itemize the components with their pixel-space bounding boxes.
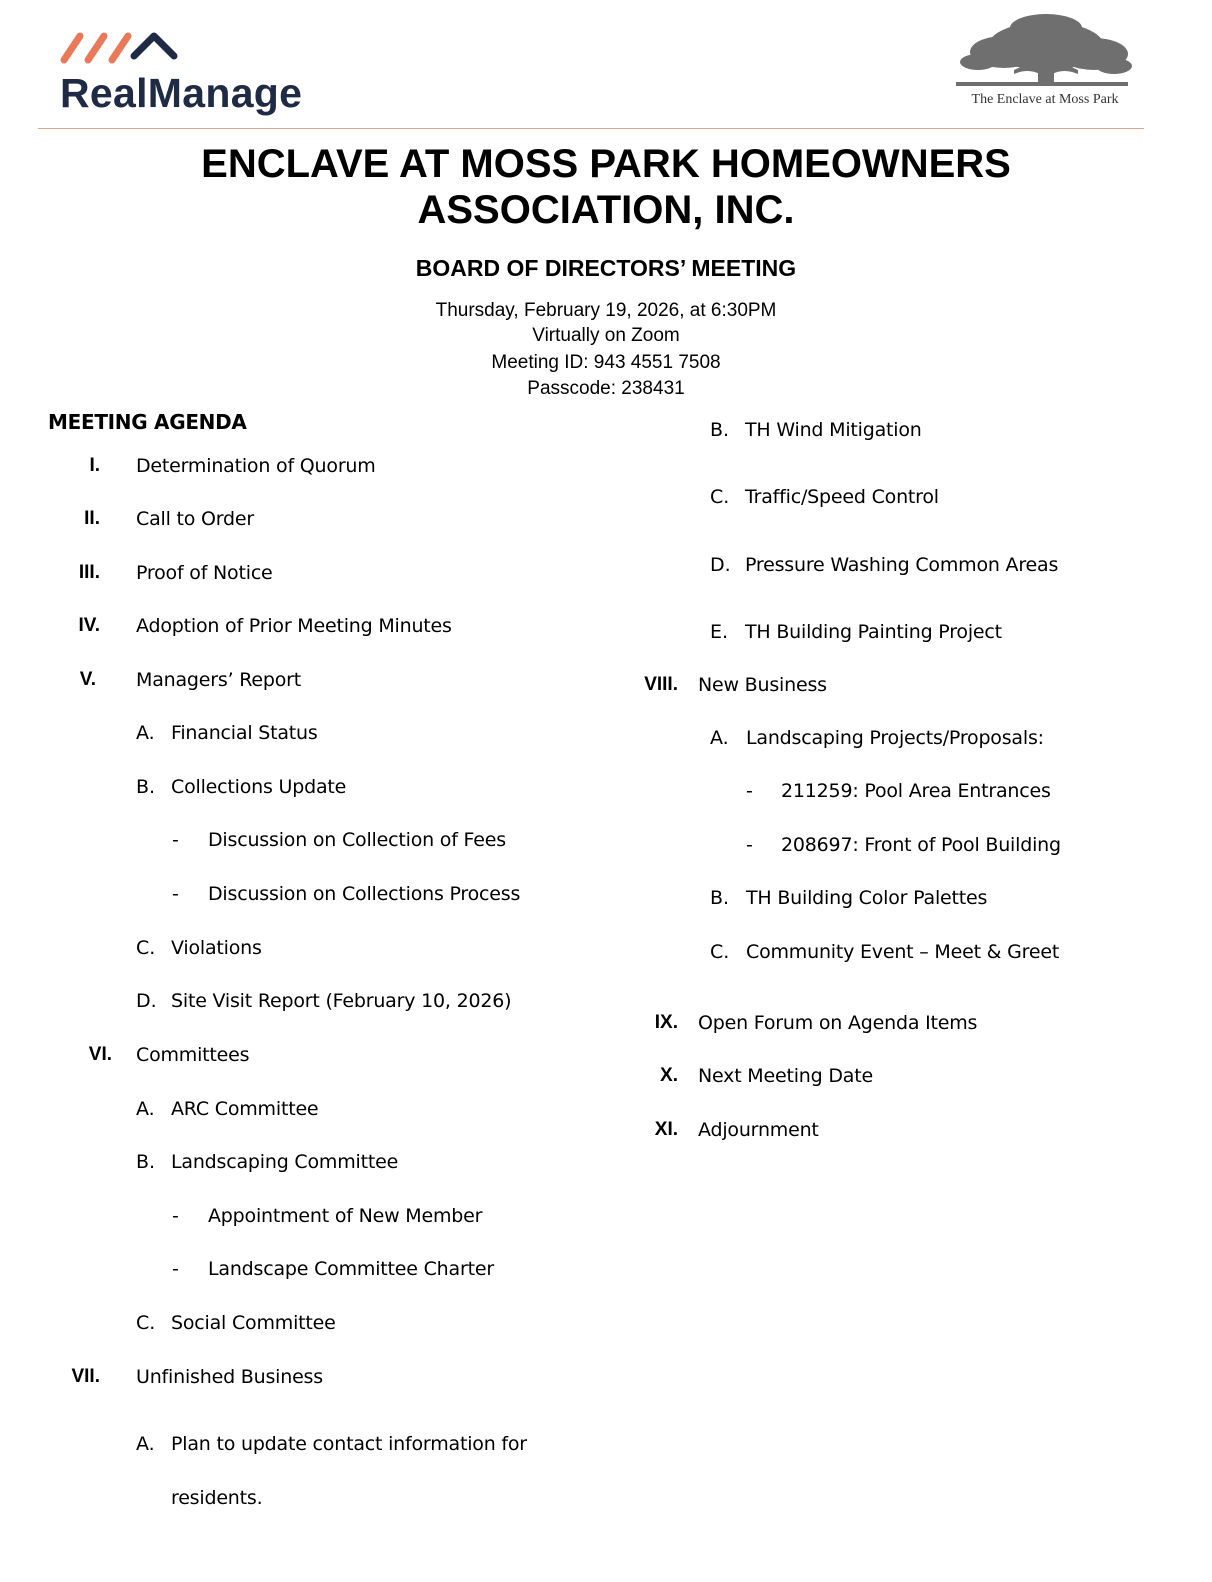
agenda-item-number: IV. [78,615,100,636]
agenda-subitem-letter: B. [710,419,730,441]
agenda-bullet-text: Appointment of New Member [208,1205,483,1227]
agenda-subitem-letter: B. [136,1151,156,1173]
enclave-logo-caption: The Enclave at Moss Park [971,92,1119,107]
agenda-bullet-dash: - [746,780,753,802]
meeting-location: Virtually on Zoom [532,325,680,346]
agenda-subitem-letter: D. [710,554,731,576]
agenda-subitem-letter: A. [136,1433,155,1455]
agenda-subitem-letter: A. [710,727,729,749]
agenda-subitem-letter: C. [136,937,156,959]
realmanage-logo [58,26,358,126]
agenda-bullet-dash: - [172,1205,179,1227]
agenda-item-text: Managers’ Report [136,669,302,691]
agenda-bullet-dash: - [172,829,179,851]
document-title-line-1: ENCLAVE AT MOSS PARK HOMEOWNERS [201,142,1011,186]
meeting-datetime: Thursday, February 19, 2026, at 6:30PM [435,300,777,321]
agenda-bullet-dash: - [746,834,753,856]
agenda-item-text: Determination of Quorum [136,455,376,477]
realmanage-wordmark: RealManage [60,70,303,116]
agenda-item-number: VII. [71,1366,100,1387]
agenda-subitem-text: TH Wind Mitigation [745,419,922,441]
agenda-subitem-letter: C. [136,1312,156,1334]
agenda-item-text: Proof of Notice [136,562,273,584]
agenda-bullet-dash: - [172,1258,179,1280]
agenda-item-text: Adjournment [698,1119,819,1141]
agenda-subitem-letter: D. [136,990,157,1012]
agenda-item-text: Adoption of Prior Meeting Minutes [136,615,452,637]
agenda-item-text: Next Meeting Date [698,1065,873,1087]
agenda-bullet-text: 211259: Pool Area Entrances [781,780,1051,802]
agenda-subitem-text: Collections Update [171,776,347,798]
agenda-subitem-text: Traffic/Speed Control [745,486,939,508]
agenda-subitem-letter: A. [136,1098,155,1120]
agenda-item-text: Call to Order [136,508,255,530]
agenda-item-text: Committees [136,1044,250,1066]
agenda-subitem-text: Community Event – Meet & Greet [746,941,1060,963]
meeting-id: Meeting ID: 943 4551 7508 [491,352,721,373]
agenda-bullet-text: Discussion on Collections Process [208,883,521,905]
agenda-bullet-text: 208697: Front of Pool Building [781,834,1061,856]
roof-slashes-icon [58,26,188,66]
agenda-subitem-text: Violations [171,937,262,959]
agenda-subitem-text: Landscaping Projects/Proposals: [746,727,1044,749]
agenda-item-text: Open Forum on Agenda Items [698,1012,978,1034]
agenda-subitem-letter: C. [710,486,730,508]
agenda-subitem-text: Site Visit Report (February 10, 2026) [171,990,512,1012]
agenda-heading: MEETING AGENDA [48,410,247,434]
agenda-subitem-text: Financial Status [171,722,318,744]
agenda-subitem-text: Social Committee [171,1312,336,1334]
header-divider [38,128,1144,129]
agenda-subitem-text-continued: residents. [171,1487,263,1509]
agenda-subitem-text: ARC Committee [171,1098,319,1120]
agenda-item-number: I. [89,455,100,476]
agenda-bullet-text: Discussion on Collection of Fees [208,829,506,851]
agenda-subitem-text: Pressure Washing Common Areas [745,554,1059,576]
agenda-bullet-text: Landscape Committee Charter [208,1258,494,1280]
agenda-subitem-letter: A. [136,722,155,744]
agenda-item-number: IX. [654,1012,678,1033]
meeting-passcode: Passcode: 238431 [527,378,685,399]
agenda-item-number: II. [84,508,100,529]
agenda-item-number: VI. [88,1044,112,1065]
agenda-item-number: VIII. [644,674,678,695]
agenda-item-number: III. [78,562,100,583]
agenda-subitem-text: TH Building Color Palettes [746,887,988,909]
agenda-subitem-text: TH Building Painting Project [745,621,1002,643]
agenda-subitem-letter: E. [710,621,729,643]
agenda-subitem-letter: B. [136,776,156,798]
agenda-item-text: New Business [698,674,827,696]
meeting-subtitle: BOARD OF DIRECTORS’ MEETING [415,255,797,281]
agenda-subitem-letter: C. [710,941,730,963]
document-title-line-2: ASSOCIATION, INC. [417,188,795,232]
agenda-bullet-dash: - [172,883,179,905]
agenda-item-number: V. [79,669,96,690]
agenda-subitem-text: Landscaping Committee [171,1151,399,1173]
agenda-subitem-text: Plan to update contact information for [171,1433,527,1455]
oak-tree-icon [954,10,1136,90]
agenda-item-number: X. [660,1065,678,1086]
enclave-logo [954,10,1144,115]
agenda-subitem-letter: B. [710,887,730,909]
agenda-item-number: XI. [654,1119,678,1140]
agenda-item-text: Unfinished Business [136,1366,323,1388]
